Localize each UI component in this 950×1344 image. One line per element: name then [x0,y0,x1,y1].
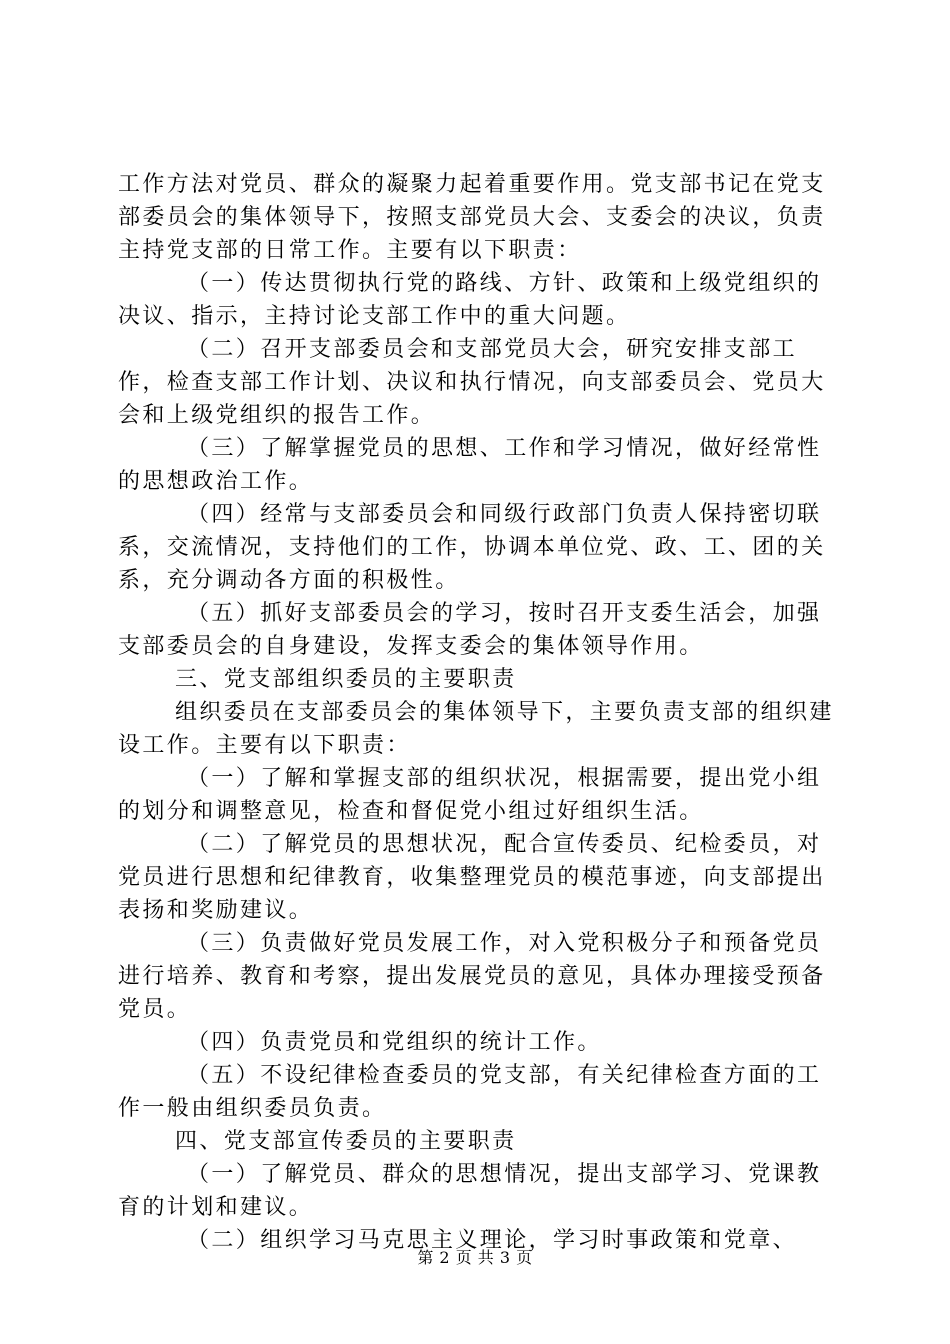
paragraph-continuation: 工作方法对党员、群众的凝聚力起着重要作用。党支部书记在党支部委员会的集体领导下，按照支部党员大会、支委会的决议，负责主持党支部的日常工作。主要有以下职责： [118,172,826,263]
secretary-duty-5: （五）抓好支部委员会的学习，按时召开支委生活会，加强支部委员会的自身建设，发挥支委会的集体领导作用。 [118,601,822,659]
organization-duty-1: （一）了解和掌握支部的组织状况，根据需要，提出党小组的划分和调整意见，检查和督促党小组过好组织生活。 [118,766,822,824]
organization-duty-3: （三）负责做好党员发展工作，对入党积极分子和预备党员进行培养、教育和考察，提出发展党员的意见，具体办理接受预备党员。 [118,931,826,1022]
organization-duty-5: （五）不设纪律检查委员的党支部，有关纪律检查方面的工作一般由组织委员负责。 [118,1063,822,1121]
propaganda-duty-1: （一）了解党员、群众的思想情况，提出支部学习、党课教育的计划和建议。 [118,1162,822,1220]
secretary-duty-2: （二）召开支部委员会和支部党员大会，研究安排支部工作，检查支部工作计划、决议和执行情况，向支部委员会、党员大会和上级党组织的报告工作。 [118,337,826,428]
page-number-footer: 第 2 页 共 3 页 [417,1248,533,1267]
secretary-duty-4: （四）经常与支部委员会和同级行政部门负责人保持密切联系，交流情况，支持他们的工作，协调本单位党、政、工、团的关系，充分调动各方面的积极性。 [118,502,826,593]
organization-intro: 组织委员在支部委员会的集体领导下，主要负责支部的组织建设工作。主要有以下职责： [118,700,834,758]
organization-duty-4: （四）负责党员和党组织的统计工作。 [187,1030,602,1055]
section-heading-propaganda: 四、党支部宣传委员的主要职责 [175,1129,517,1154]
organization-duty-2: （二）了解党员的思想状况，配合宣传委员、纪检委员，对党员进行思想和纪律教育，收集整理党员的模范事迹，向支部提出表扬和奖励建议。 [118,832,826,923]
document-body [118,168,834,1257]
propaganda-duty-2: （二）组织学习马克思主义理论，学习时事政策和党章、 [187,1228,798,1253]
secretary-duty-3: （三）了解掌握党员的思想、工作和学习情况，做好经常性的思想政治工作。 [118,436,822,494]
secretary-duty-1: （一）传达贯彻执行党的路线、方针、政策和上级党组织的决议、指示，主持讨论支部工作中的重大问题。 [118,271,822,329]
section-heading-organization: 三、党支部组织委员的主要职责 [175,667,517,692]
